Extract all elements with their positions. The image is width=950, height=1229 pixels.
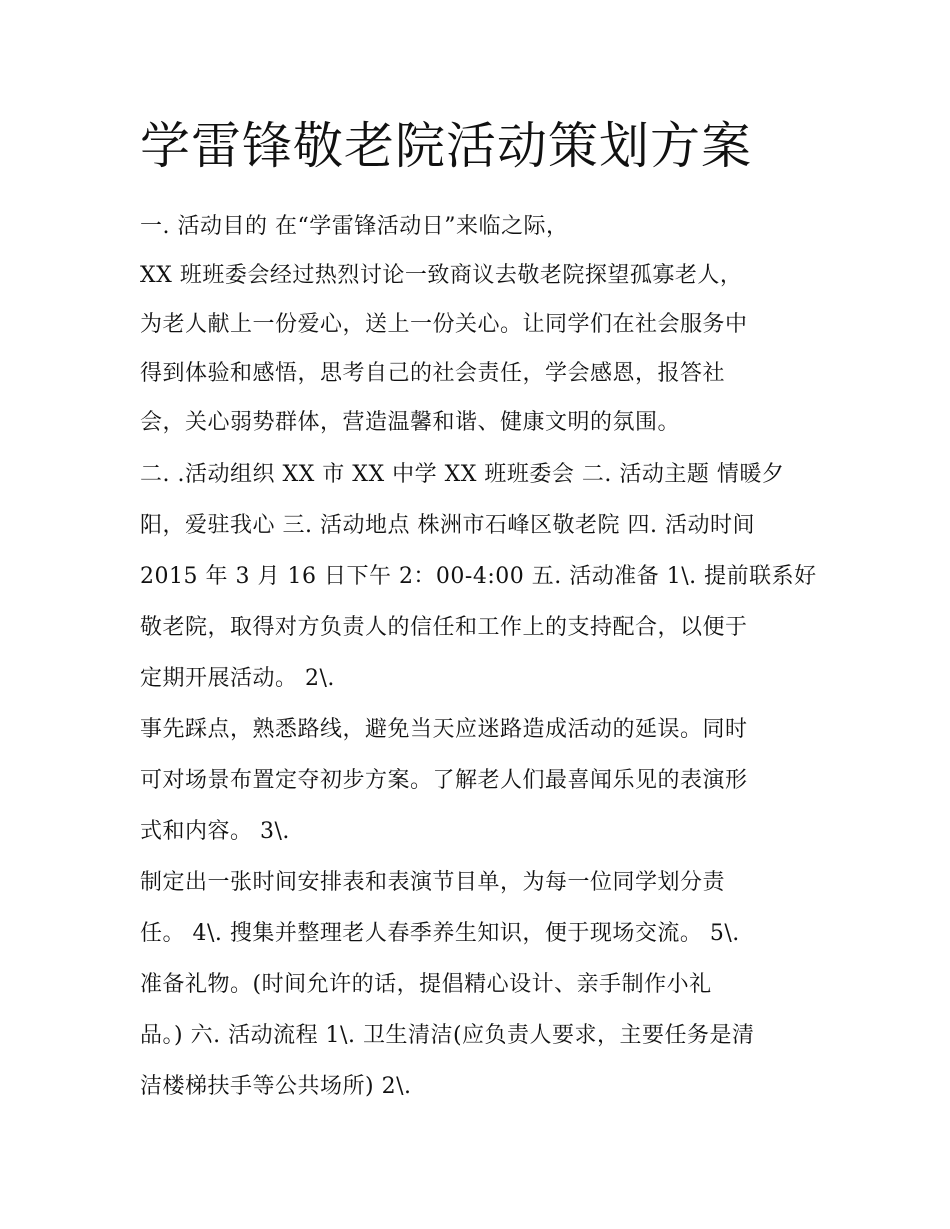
body-line: 准备礼物。(时间允许的话，提倡精心设计、亲手制作小礼 (140, 972, 712, 997)
body-line: 阳，爱驻我心 三. 活动地点 株洲市石峰区敬老院 四. 活动时间 (140, 513, 755, 538)
body-line: 会，关心弱势群体，营造温馨和谐、健康文明的氛围。 (140, 410, 681, 435)
body-line: 定期开展活动。 2\. (140, 666, 335, 691)
body-line: 一. 活动目的 在“学雷锋活动日”来临之际， (140, 214, 569, 239)
body-line: 可对场景布置定夺初步方案。了解老人们最喜闻乐见的表演形 (140, 768, 748, 793)
body-line: 二. .活动组织 XX 市 XX 中学 XX 班班委会 二. 活动主题 情暖夕 (140, 462, 785, 487)
body-line: XX 班班委会经过热烈讨论一致商议去敬老院探望孤寡老人， (140, 263, 743, 288)
body-line: 品。) 六. 活动流程 1\. 卫生清洁(应负责人要求，主要任务是清 (140, 1023, 755, 1048)
body-line: 为老人献上一份爱心，送上一份关心。让同学们在社会服务中 (140, 312, 748, 337)
body-line: 制定出一张时间安排表和表演节目单，为每一位同学划分责 (140, 870, 726, 895)
body-line: 得到体验和感悟，思考自己的社会责任，学会感恩，报答社 (140, 361, 726, 386)
body-line: 任。 4\. 搜集并整理老人春季养生知识，便于现场交流。 5\. (140, 921, 740, 946)
body-line: 敬老院，取得对方负责人的信任和工作上的支持配合，以便于 (140, 615, 748, 640)
document-title: 学雷锋敬老院活动策划方案 (140, 117, 752, 175)
body-line: 式和内容。 3\. (140, 819, 290, 844)
body-line: 2015 年 3 月 16 日下午 2：00-4:00 五. 活动准备 1\. 提前联系好 (140, 564, 817, 589)
body-line: 洁楼梯扶手等公共场所) 2\. (140, 1074, 412, 1099)
body-line: 事先踩点，熟悉路线，避免当天应迷路造成活动的延误。同时 (140, 717, 748, 742)
